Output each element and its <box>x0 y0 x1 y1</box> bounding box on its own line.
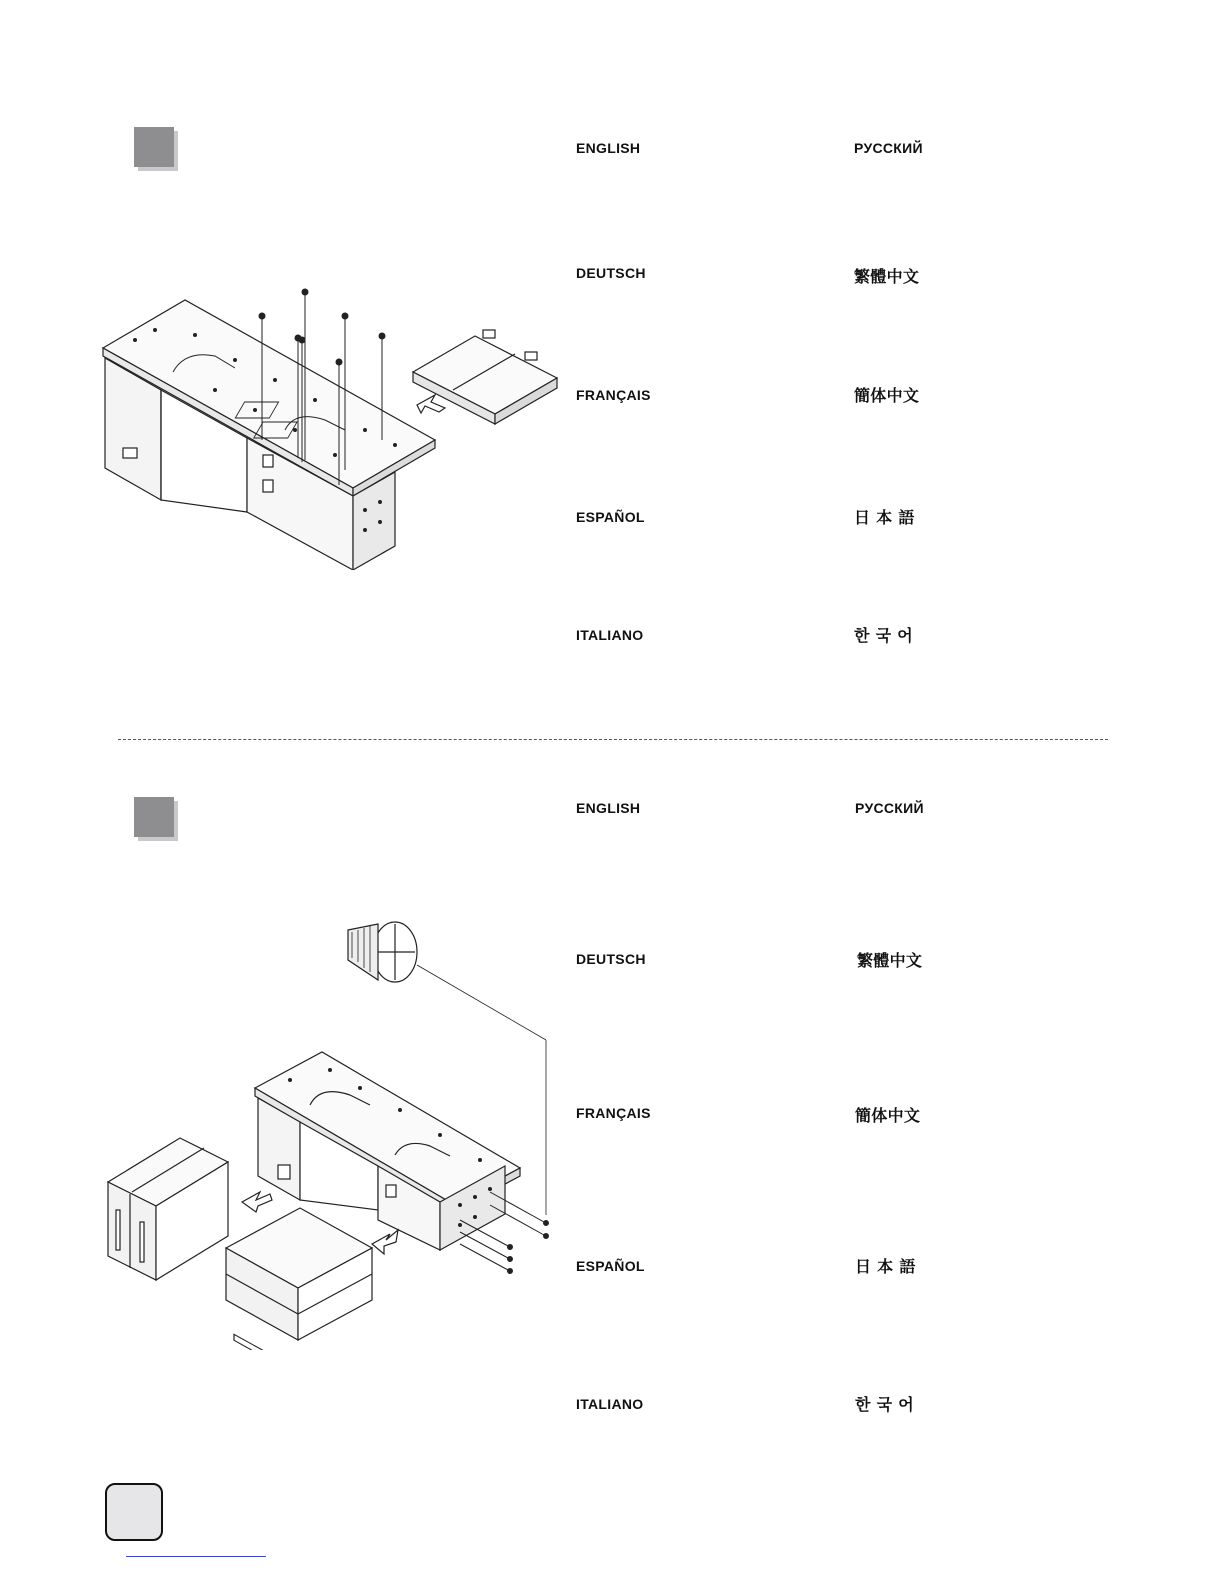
lang-italian-2: ITALIANO <box>576 1396 644 1412</box>
section-divider <box>118 739 1108 740</box>
lang-korean-2: 한 국 어 <box>855 1395 915 1414</box>
lang-english-1: ENGLISH <box>576 140 641 156</box>
lang-russian-2: РУССКИЙ <box>855 800 924 816</box>
lang-russian-1: РУССКИЙ <box>854 140 923 156</box>
lang-french-2: FRANÇAIS <box>576 1105 651 1121</box>
lang-trad-chinese-2: 繁體中文 <box>857 951 923 970</box>
lang-simp-chinese-2: 簡体中文 <box>855 1106 921 1125</box>
lang-german-1: DEUTSCH <box>576 265 646 281</box>
lang-japanese-1: 日 本 語 <box>854 508 915 527</box>
step-2-marker <box>134 797 174 837</box>
step-1-marker <box>134 127 174 167</box>
lang-german-2: DEUTSCH <box>576 951 646 967</box>
footer-underline <box>126 1556 266 1557</box>
lang-english-2: ENGLISH <box>576 800 641 816</box>
drive-cage-ssd-illustration <box>95 280 570 570</box>
lang-spanish-1: ESPAÑOL <box>576 509 645 525</box>
lang-spanish-2: ESPAÑOL <box>576 1258 645 1274</box>
drive-cage-bays-illustration <box>100 910 560 1350</box>
page-number-tab <box>105 1483 163 1541</box>
lang-japanese-2: 日 本 語 <box>855 1257 916 1276</box>
lang-french-1: FRANÇAIS <box>576 387 651 403</box>
lang-italian-1: ITALIANO <box>576 627 644 643</box>
lang-simp-chinese-1: 簡体中文 <box>854 386 920 405</box>
lang-trad-chinese-1: 繁體中文 <box>854 267 920 286</box>
lang-korean-1: 한 국 어 <box>854 626 914 645</box>
